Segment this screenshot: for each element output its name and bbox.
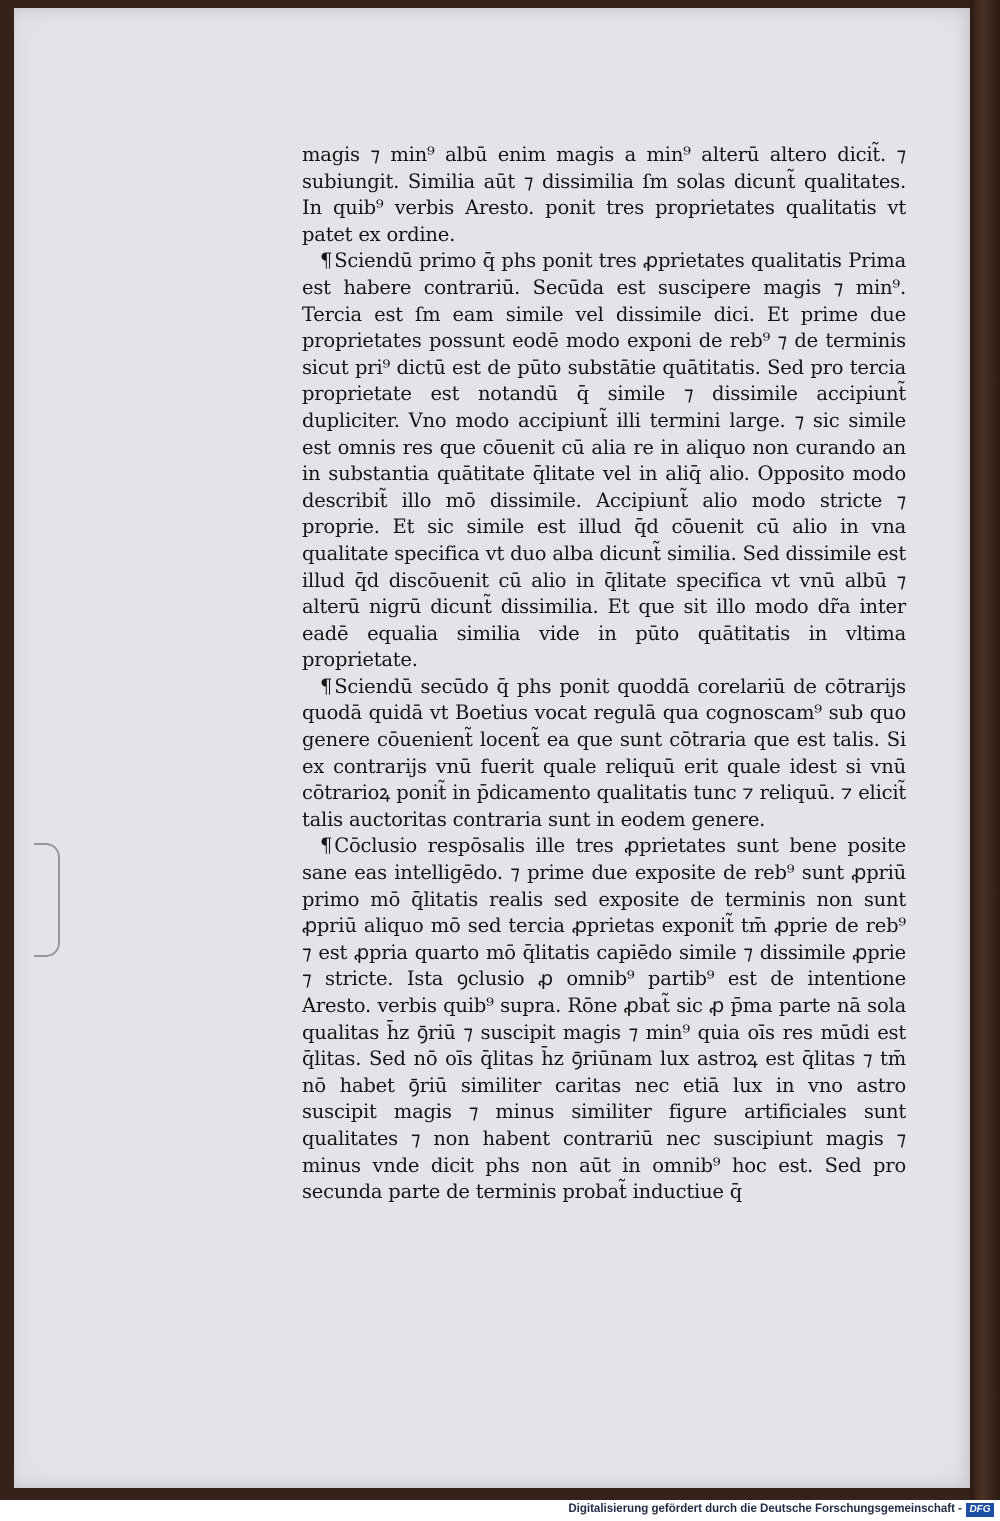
paragraph-4-text: Cōclusio respōsalis ille tres ꝓprietates sunt bene posite sane eas intelligēdo. ⁊ prime due exposite de reb⁹ sunt ꝓpriū primo mō q̄litatis realis sed exposite de terminis non sunt ꝓpriū aliquo mō sed tercia ꝓprietas exponit̃ tm̄ ꝓprie de reb⁹ ⁊ est ꝓpria quarto mō q̄litatis capiēdo simile ⁊ dissimile ꝓprie ⁊ stricte. Ista ꝯclusio ꝓ omnib⁹ partib⁹ est de intentione Aresto. verbis quib⁹ supra. Rōne ꝓbat̃ sic ꝓ p̄ma parte nā sola qualitas h̄z ꝯ̄riū ⁊ suscipit magis ⁊ min⁹ quia oīs res mūdi est q̄litas. Sed nō oīs q̄litas h̄z ꝯ̄riūnam lux astroꝝ est q̄litas ⁊ tm̄ nō habet ꝯ̄riū similiter caritas nec etiā lux in vno astro suscipit magis ⁊ minus similiter figure artificiales sunt qualitates ⁊ non habent contrariū nec suscipiunt magis ⁊ minus vnde dicit phs non aūt in omnib⁹ hoc est. Sed pro secunda parte de terminis probat̃ inductiue q̄ (302, 834, 906, 1204)
pilcrow-icon: ¶ (320, 674, 333, 698)
footer-bar (0, 1500, 1000, 1521)
paragraph-4 (302, 833, 906, 1205)
paragraph-3 (302, 674, 906, 834)
page-fold-mark (34, 843, 60, 957)
paragraph-1: magis ⁊ min⁹ albū enim magis a min⁹ alterū altero dicit̃. ⁊ subiungit. Similia aūt ⁊ dissimilia ſm solas dicunt̃ qualitates. In quib⁹ verbis Aresto. ponit tres proprietates qualitatis vt patet ex ordine. (302, 143, 906, 246)
paragraph-2-text: Sciendū primo q̄ phs ponit tres ꝓprietates qualitatis Prima est habere contrariū. Secūda est suscipere magis ⁊ min⁹. Tercia est ſm eam simile vel dissimile dici. Et prime due proprietates possunt eodē modo exponi de reb⁹ ⁊ de terminis sicut pri⁹ dictū est de pūto substātie quātitatis. Sed pro tercia proprietate est notandū q̄ simile ⁊ dissimile accipiunt̃ dupliciter. Vno modo accipiunt̃ illi termini large. ⁊ sic simile est omnis res que cōuenit cū alia re in aliquo non curando an in substantia quātitate q̄litate vel in aliq̄ alio. Opposito modo describit̃ illo mō dissimile. Accipiunt̃ alio modo stricte ⁊ proprie. Et sic simile est illud q̄d cōuenit cū alio in vna qualitate specifica vt duo alba dicunt̃ similia. Sed dissimile est illud q̄d discōuenit cū alio in q̄litate specifica vt vnū albū ⁊ alterū nigrū dicunt̃ dissimilia. Et que sit illo modo dr̃a inter eadē equalia similia vide in pūto quātitatis in vltima proprietate. (302, 249, 906, 672)
pilcrow-icon: ¶ (320, 249, 333, 273)
book-spine (970, 0, 1000, 1500)
paragraph-3-text: Sciendū secūdo q̄ phs ponit quoddā corelariū de cōtrarijs quodā quidā vt Boetius vocat regulā qua cognoscam⁹ sub quo genere cōuenient̃ locent̃ ea que sunt cōtraria que est talis. Si ex contrarijs vnū fuerit quale reliquū erit quale idest si vnū cōtrarioꝝ ponit̃ in p̄dicamento qualitatis tunc ⁊ reliquū. ⁊ elicit̃ talis auctoritas contraria sunt in eodem genere. (302, 674, 906, 831)
pilcrow-icon: ¶ (320, 834, 333, 858)
paragraph-2 (302, 248, 906, 674)
dfg-logo: DFG (966, 1503, 994, 1517)
funding-credit: Digitalisierung gefördert durch die Deutsche Forschungsgemeinschaft - (568, 1503, 962, 1515)
page-text-column (302, 142, 906, 1206)
